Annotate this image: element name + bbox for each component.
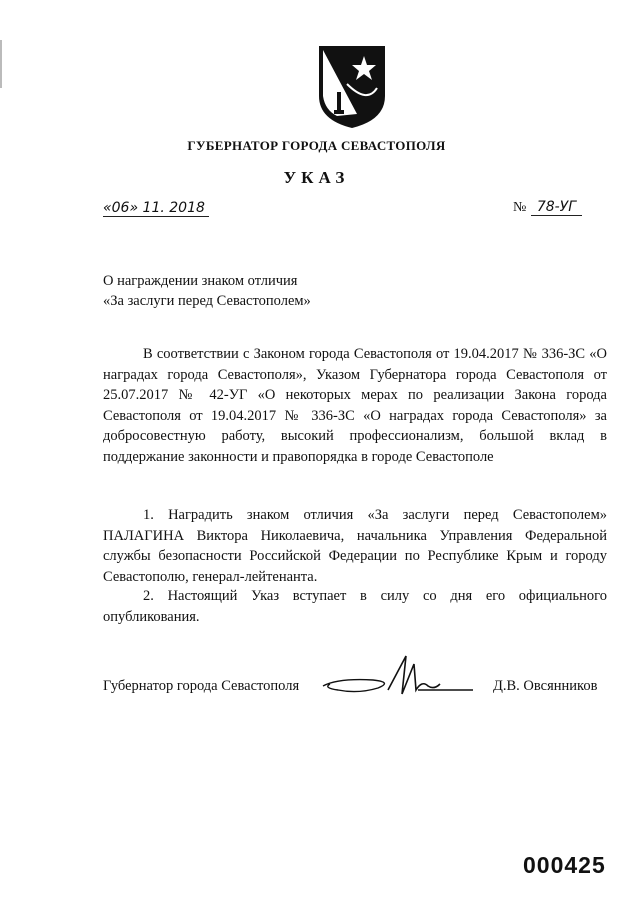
document-date: [103, 200, 209, 216]
number-prefix: №: [513, 200, 527, 215]
preamble-paragraph: В соответствии с Законом города Севастополя от 19.04.2017 № 336-ЗС «О наградах города Севастополя», Указом Губернатора города Севастополя от 25.07.2017 № 42-УГ «О некоторых мерах по реализации Закона города Севастополя от 19.04.2017 № 336-ЗС «О наградах города Севастополя» за добросовестную работу, высокий профессионализм, большой вклад в поддержание законности и правопорядка в городе Севастополе: [103, 346, 607, 465]
subject-line-1: О награждении знаком отличия: [103, 273, 298, 289]
signature-icon: [318, 650, 478, 700]
coat-of-arms-icon: [317, 44, 387, 130]
number-value: 78-УГ: [531, 199, 582, 216]
item-1-paragraph: 1. Наградить знаком отличия «За заслуги перед Севастополем» ПАЛАГИНА Виктора Николаевича, начальника Управления Федеральной службы безопасности Российской Федерации по Республике Крым и городу Севастополю, генерал-лейтенанта.: [103, 507, 607, 585]
subject-block: [103, 271, 311, 311]
serial-number: 000425: [523, 852, 606, 878]
issuer-heading: ГУБЕРНАТОР ГОРОДА СЕВАСТОПОЛЯ: [187, 138, 446, 153]
signatory-title: Губернатор города Севастополя: [103, 678, 300, 694]
subject-line-2: «За заслуги перед Севастополем»: [103, 293, 311, 309]
date-value: «06» 11. 2018: [103, 200, 209, 217]
item-2-paragraph: 2. Настоящий Указ вступает в силу со дня его официального опубликования.: [103, 588, 607, 625]
scan-edge-mark: [0, 40, 2, 88]
document-type: УКАЗ: [283, 168, 350, 187]
document-number: [513, 199, 582, 216]
signatory-name: Д.В. Овсянников: [493, 678, 598, 694]
